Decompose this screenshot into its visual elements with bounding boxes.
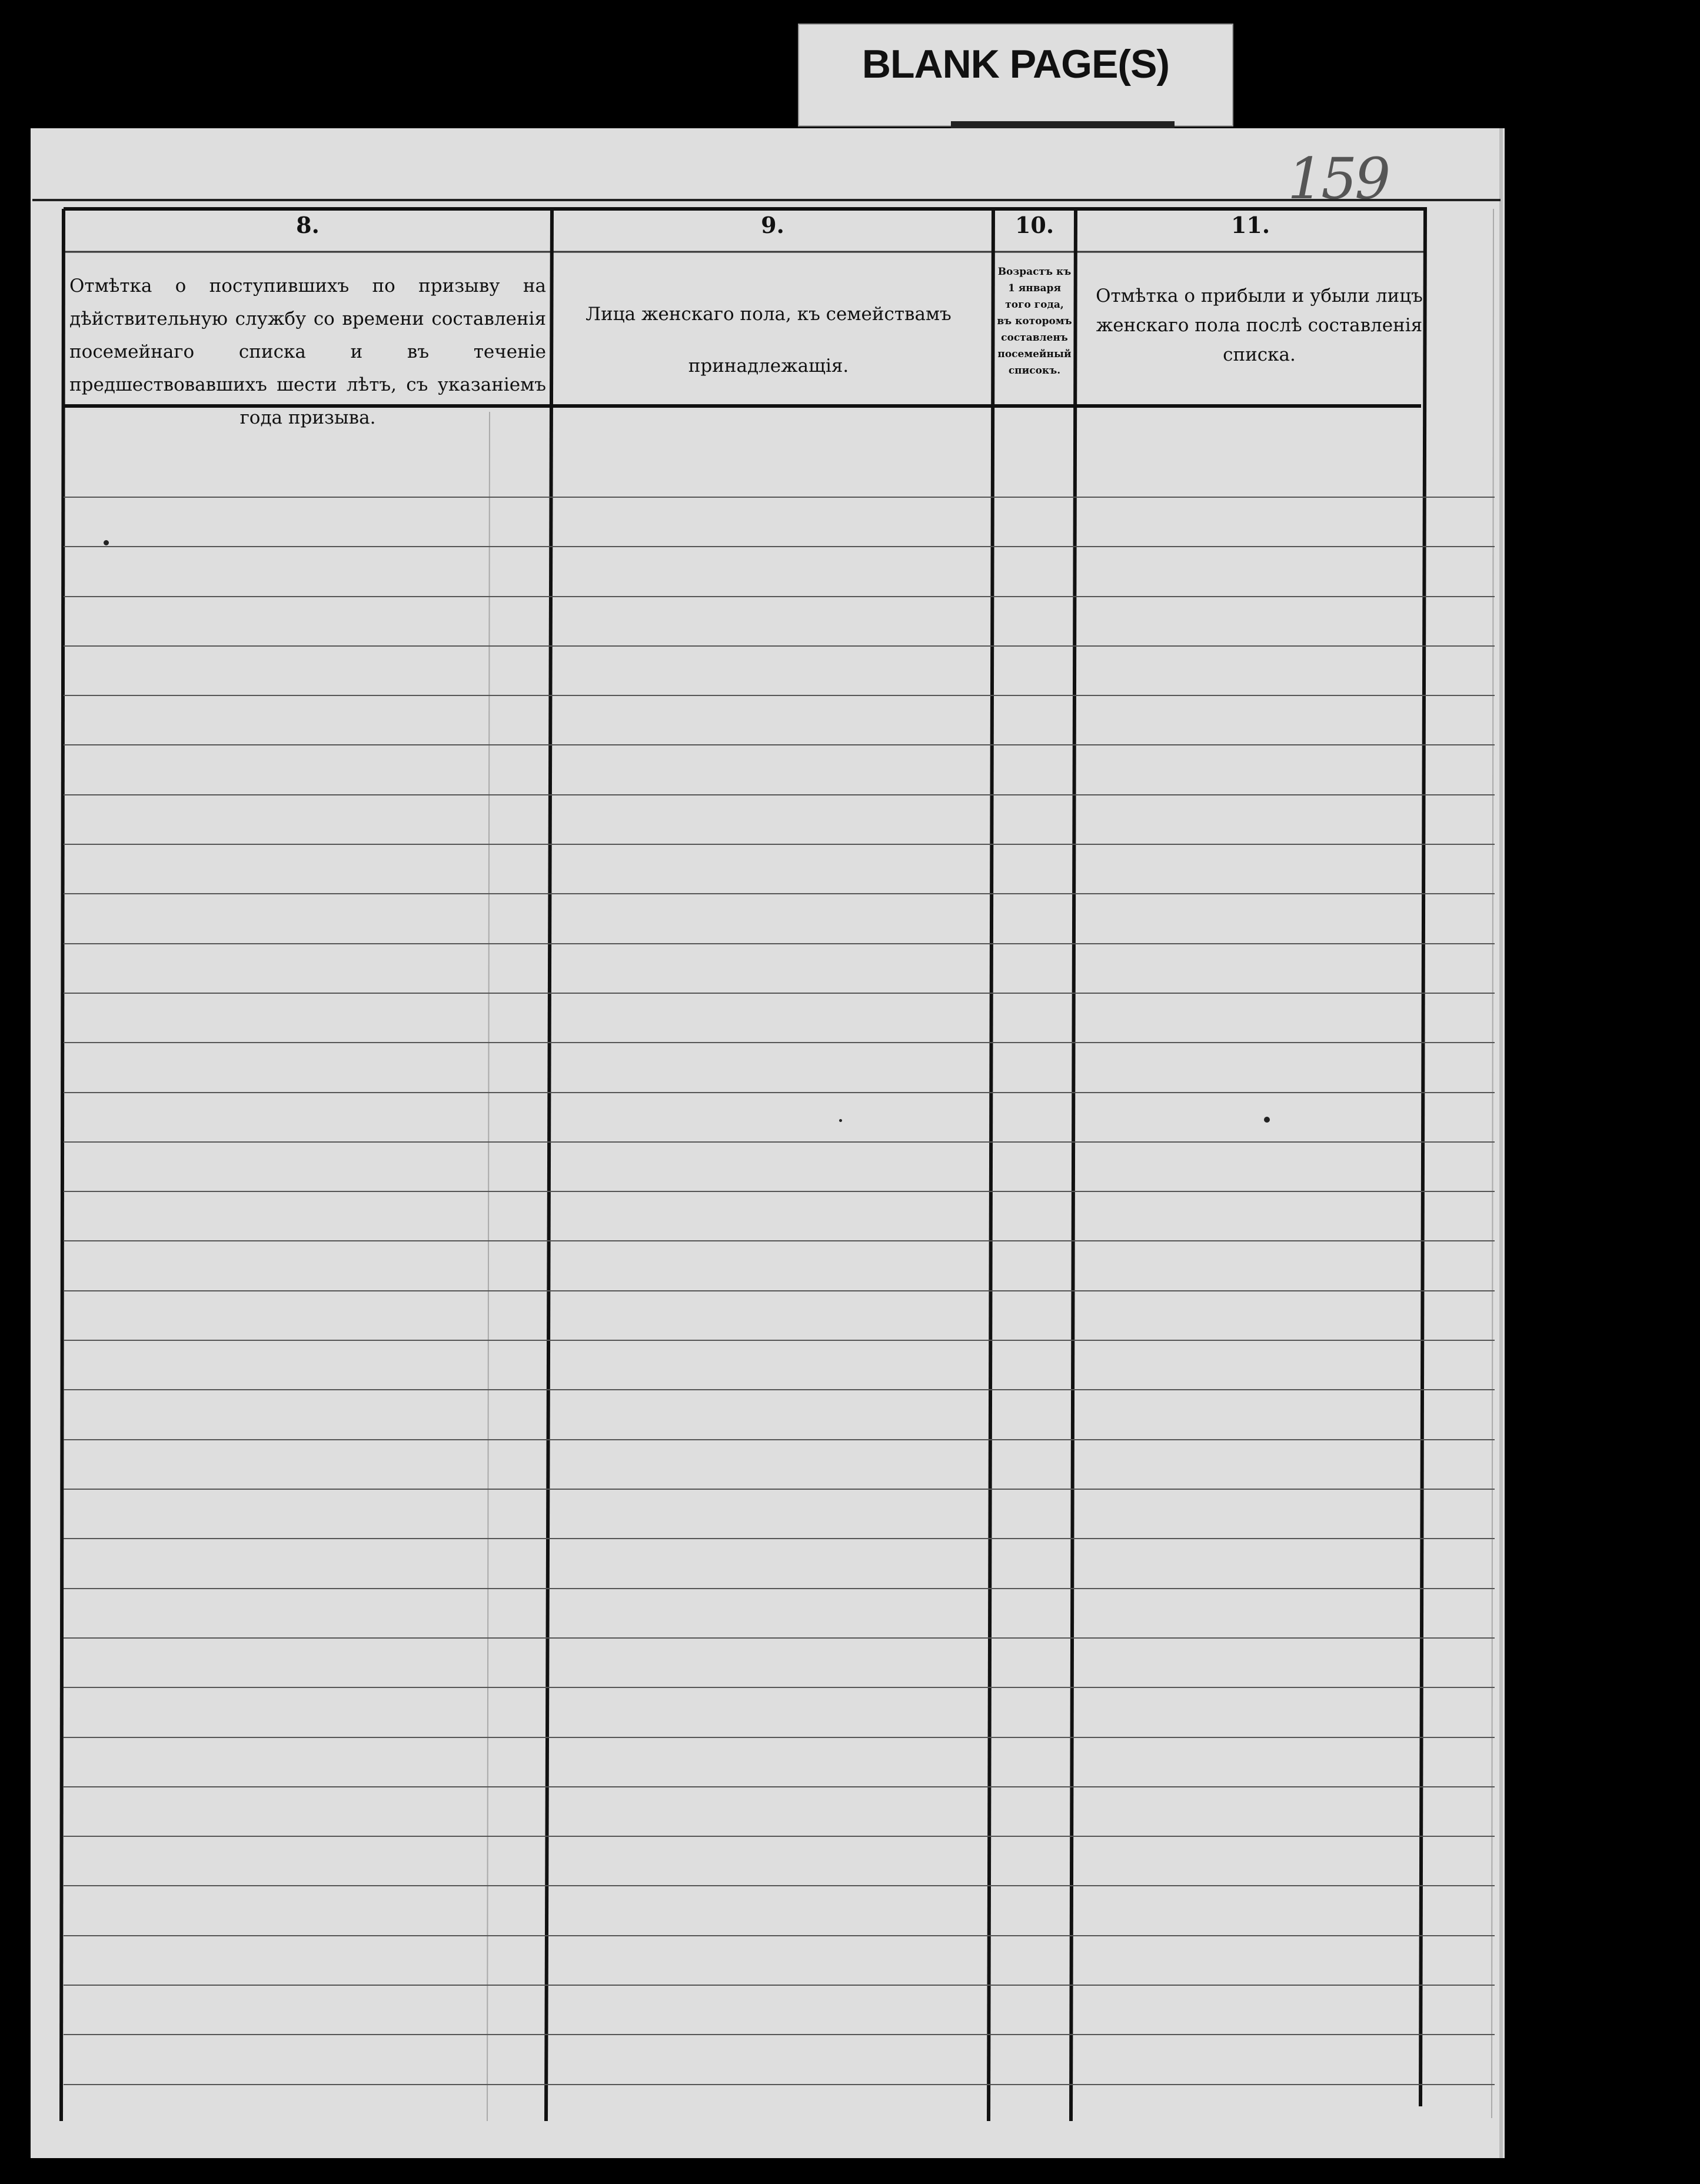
paper-speck <box>104 540 109 545</box>
column-8-number: 8. <box>296 212 320 238</box>
column-9-header: Лица женскаго пола, къ семействамъ принадлежащія. <box>585 304 952 377</box>
paper-speck <box>839 1119 842 1122</box>
column-10-header: Возрастъ къ 1 января того года, въ которомъ составленъ посемейный списокъ. <box>997 266 1072 377</box>
column-8-header: Отмѣтка о поступившихъ по призыву на дѣйствительную службу со времени составленія посемейнаго списка и въ теченіе предшествовавшихъ шести лѣтъ, съ указаніемъ года призыва. <box>69 275 546 428</box>
column-11-number: 11. <box>1230 212 1270 238</box>
page-number: 159 <box>1288 146 1389 212</box>
blank-pages-label: BLANK PAGE(S) <box>861 42 1170 86</box>
paper-speck <box>1264 1117 1270 1123</box>
column-10-number: 10. <box>1014 212 1054 238</box>
column-11-header: Отмѣтка о прибыли и убыли лицъ женскаго пола послѣ составленія списка. <box>1096 285 1423 365</box>
column-9-number: 9. <box>761 212 784 238</box>
